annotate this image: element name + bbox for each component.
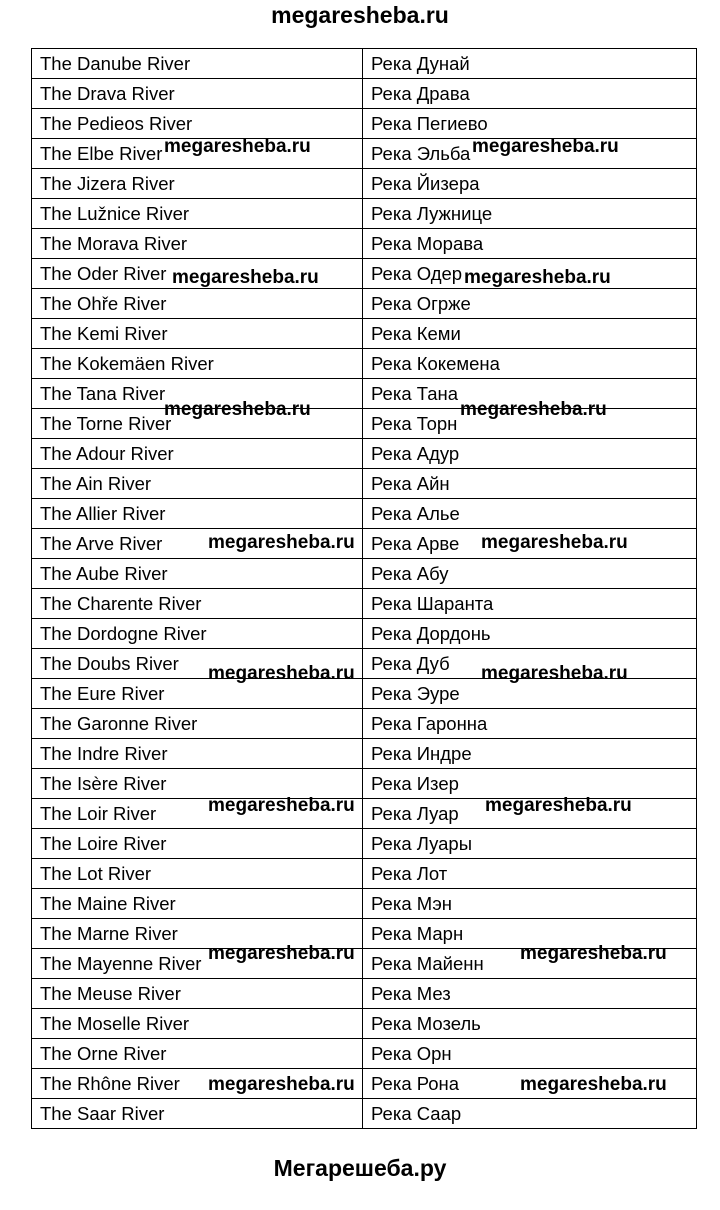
english-river-name-cell: The Mayenne River [32,949,363,979]
table-row [32,289,697,319]
watermark: megaresheba.ru [172,267,319,288]
english-river-name-cell: The Morava River [32,229,363,259]
russian-river-name-cell: Река Эльба [363,139,697,169]
english-river-name-cell: The Marne River [32,919,363,949]
english-river-name-cell: The Moselle River [32,1009,363,1039]
english-river-name-cell: The Kemi River [32,319,363,349]
english-river-name-cell: The Elbe River [32,139,363,169]
russian-river-name-cell: Река Арве [363,529,697,559]
watermark: megaresheba.ru [481,532,628,553]
english-river-name-cell: The Indre River [32,739,363,769]
watermark: megaresheba.ru [481,663,628,684]
russian-river-name-cell: Река Адур [363,439,697,469]
table-row [32,499,697,529]
watermark: megaresheba.ru [208,663,355,684]
table-row [32,199,697,229]
english-river-name-cell: The Dordogne River [32,619,363,649]
site-header-title: megaresheba.ru [271,2,449,28]
russian-river-name-cell: Река Мэн [363,889,697,919]
russian-river-name-cell: Река Лужнице [363,199,697,229]
table-row [32,169,697,199]
russian-river-name-cell: Река Морава [363,229,697,259]
russian-river-name-cell: Река Айн [363,469,697,499]
table-row [32,79,697,109]
russian-river-name-cell: Река Огрже [363,289,697,319]
english-river-name-cell: The Kokemäen River [32,349,363,379]
english-river-name-cell: The Danube River [32,49,363,79]
table-row [32,319,697,349]
table-row [32,1039,697,1069]
russian-river-name-cell: Река Торн [363,409,697,439]
english-river-name-cell: The Ohře River [32,289,363,319]
watermark: megaresheba.ru [520,1074,667,1095]
table-row [32,49,697,79]
russian-river-name-cell: Река Мозель [363,1009,697,1039]
site-footer-title: Мегарешеба.ру [273,1155,447,1181]
english-river-name-cell: The Lot River [32,859,363,889]
watermark: megaresheba.ru [460,399,607,420]
english-river-name-cell: The Doubs River [32,649,363,679]
english-river-name-cell: The Loire River [32,829,363,859]
rivers-table [31,48,697,1129]
watermark: megaresheba.ru [164,136,311,157]
russian-river-name-cell: Река Эуре [363,679,697,709]
english-river-name-cell: The Arve River [32,529,363,559]
english-river-name-cell: The Isère River [32,769,363,799]
russian-river-name-cell: Река Гаронна [363,709,697,739]
table-row [32,769,697,799]
table-row [32,109,697,139]
russian-river-name-cell: Река Луар [363,799,697,829]
russian-river-name-cell: Река Абу [363,559,697,589]
watermark: megaresheba.ru [208,795,355,816]
russian-river-name-cell: Река Кеми [363,319,697,349]
watermark: megaresheba.ru [485,795,632,816]
watermark: megaresheba.ru [208,532,355,553]
russian-river-name-cell: Река Орн [363,1039,697,1069]
table-row [32,349,697,379]
russian-river-name-cell: Река Индре [363,739,697,769]
table-row [32,589,697,619]
russian-river-name-cell: Река Изер [363,769,697,799]
table-row [32,469,697,499]
table-row [32,229,697,259]
table-row [32,889,697,919]
russian-river-name-cell: Река Саар [363,1099,697,1129]
watermark: megaresheba.ru [520,943,667,964]
english-river-name-cell: The Meuse River [32,979,363,1009]
english-river-name-cell: The Jizera River [32,169,363,199]
english-river-name-cell: The Maine River [32,889,363,919]
english-river-name-cell: The Orne River [32,1039,363,1069]
english-river-name-cell: The Ain River [32,469,363,499]
russian-river-name-cell: Река Одер [363,259,697,289]
russian-river-name-cell: Река Дуб [363,649,697,679]
english-river-name-cell: The Garonne River [32,709,363,739]
russian-river-name-cell: Река Пегиево [363,109,697,139]
russian-river-name-cell: Река Луары [363,829,697,859]
table-row [32,979,697,1009]
english-river-name-cell: The Allier River [32,499,363,529]
russian-river-name-cell: Река Майенн [363,949,697,979]
russian-river-name-cell: Река Лот [363,859,697,889]
table-row [32,559,697,589]
table-row [32,739,697,769]
russian-river-name-cell: Река Драва [363,79,697,109]
english-river-name-cell: The Rhône River [32,1069,363,1099]
table-row [32,709,697,739]
russian-river-name-cell: Река Алье [363,499,697,529]
english-river-name-cell: The Aube River [32,559,363,589]
watermark: megaresheba.ru [464,267,611,288]
english-river-name-cell: The Tana River [32,379,363,409]
english-river-name-cell: The Adour River [32,439,363,469]
english-river-name-cell: The Torne River [32,409,363,439]
russian-river-name-cell: Река Дордонь [363,619,697,649]
russian-river-name-cell: Река Мез [363,979,697,1009]
watermark: megaresheba.ru [164,399,311,420]
table-row [32,439,697,469]
russian-river-name-cell: Река Рона [363,1069,697,1099]
russian-river-name-cell: Река Йизера [363,169,697,199]
table-row [32,619,697,649]
watermark: megaresheba.ru [208,943,355,964]
english-river-name-cell: The Lužnice River [32,199,363,229]
english-river-name-cell: The Charente River [32,589,363,619]
russian-river-name-cell: Река Шаранта [363,589,697,619]
russian-river-name-cell: Река Тана [363,379,697,409]
english-river-name-cell: The Saar River [32,1099,363,1129]
table-row [32,859,697,889]
table-row [32,829,697,859]
russian-river-name-cell: Река Дунай [363,49,697,79]
table-row [32,1099,697,1129]
english-river-name-cell: The Oder River [32,259,363,289]
english-river-name-cell: The Pedieos River [32,109,363,139]
table-row [32,1009,697,1039]
english-river-name-cell: The Loir River [32,799,363,829]
russian-river-name-cell: Река Марн [363,919,697,949]
watermark: megaresheba.ru [472,136,619,157]
english-river-name-cell: The Drava River [32,79,363,109]
russian-river-name-cell: Река Кокемена [363,349,697,379]
watermark: megaresheba.ru [208,1074,355,1095]
english-river-name-cell: The Eure River [32,679,363,709]
